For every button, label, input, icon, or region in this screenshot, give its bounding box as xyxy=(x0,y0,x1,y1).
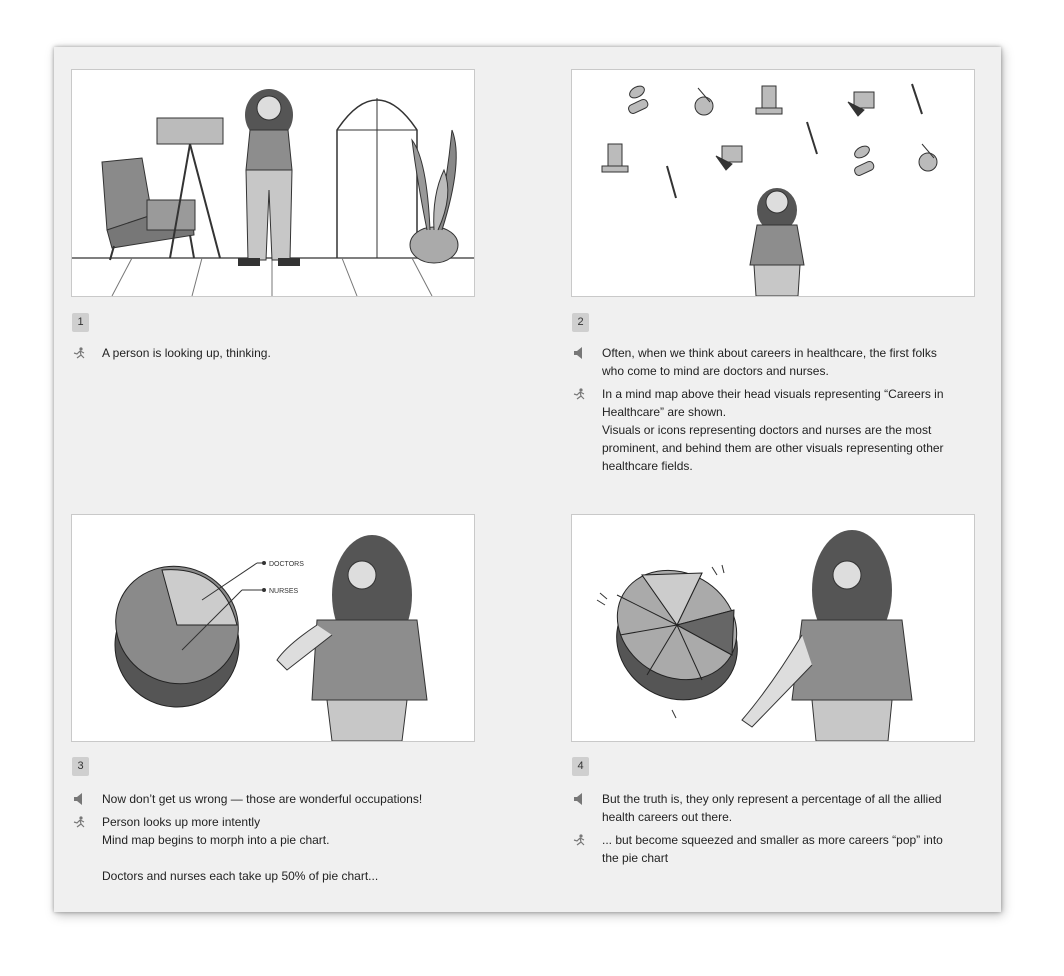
panel-number-badge: 2 xyxy=(572,313,589,332)
narration-note: Now don’t get us wrong — those are wonderful occupations! xyxy=(72,790,462,808)
running-person-icon xyxy=(72,816,86,828)
pie-two-slices-illustration xyxy=(72,515,474,741)
doctors-label: DOCTORS xyxy=(269,561,304,568)
panel-2-image xyxy=(571,69,975,297)
speaker-icon xyxy=(72,793,86,805)
panel-2-notes xyxy=(572,344,962,480)
panel-number-badge: 3 xyxy=(72,757,89,776)
pie-many-slices-illustration xyxy=(572,515,974,741)
nurses-label: NURSES xyxy=(269,588,299,595)
action-note: Person looks up more intently Mind map begins to morph into a pie chart. Doctors and nurses each take up 50% of pie chart... xyxy=(72,813,462,885)
running-person-icon xyxy=(72,347,86,359)
panel-1-image xyxy=(71,69,475,297)
running-person-icon xyxy=(572,388,586,400)
panel-3-image xyxy=(71,514,475,742)
action-note: In a mind map above their head visuals representing “Careers in Healthcare” are shown. Visuals or icons representing doctors and nurses are the most prominent, and behind them are other visuals representing other healthcare fields. xyxy=(572,385,962,475)
running-person-icon xyxy=(572,834,586,846)
narration-note: Often, when we think about careers in healthcare, the first folks who come to mind are doctors and nurses. xyxy=(572,344,962,380)
storyboard-sheet xyxy=(54,47,1001,912)
speaker-icon xyxy=(572,347,586,359)
panel-4-notes xyxy=(572,790,962,872)
action-note: ... but become squeezed and smaller as more careers “pop” into the pie chart xyxy=(572,831,962,867)
mind-map-icons-illustration xyxy=(572,70,974,296)
panel-4-image xyxy=(571,514,975,742)
person-standing-room-illustration xyxy=(72,70,474,296)
panel-number-badge: 4 xyxy=(572,757,589,776)
panel-1-notes xyxy=(72,344,462,367)
panel-number-badge: 1 xyxy=(72,313,89,332)
action-note: A person is looking up, thinking. xyxy=(72,344,462,362)
speaker-icon xyxy=(572,793,586,805)
panel-3-notes xyxy=(72,790,462,890)
narration-note: But the truth is, they only represent a percentage of all the allied health careers out there. xyxy=(572,790,962,826)
